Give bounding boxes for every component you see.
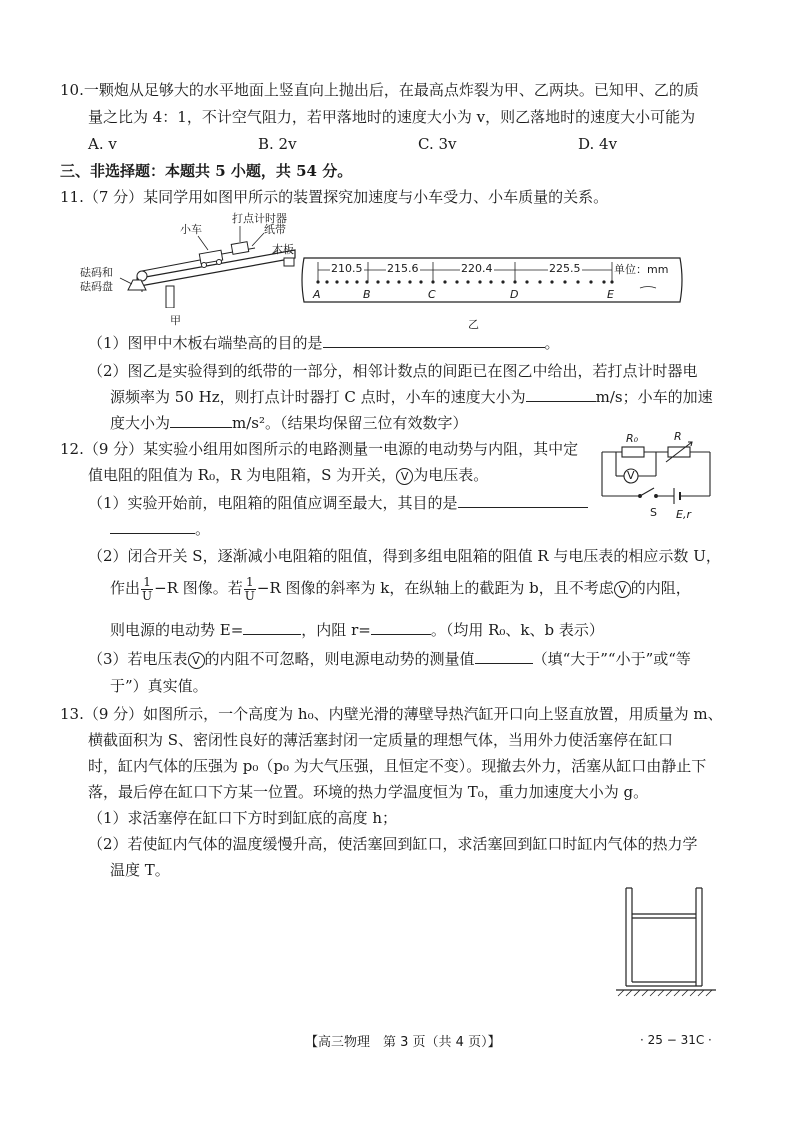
section-3-heading: 三、非选择题：本题共 5 小题，共 54 分。 [60, 162, 353, 180]
tape-seg-cd: 220.4 [461, 262, 493, 275]
q13-line4: 落，最后停在缸口下方某一位置。环境的热力学温度恒为 T₀，重力加速度大小为 g。 [88, 783, 649, 801]
circuit-label-v: V [627, 469, 635, 482]
q12-internal-r-blank[interactable] [371, 620, 431, 635]
label-weights-1: 砝码和 [80, 266, 113, 279]
tape-point-a: A [313, 288, 321, 301]
q10-option-a: A. v [88, 135, 117, 153]
q12-line1: 12.（9 分）某实验小组用如图所示的电路测量一电源的电动势与内阻，其中定 [60, 440, 579, 458]
q12-part1-blank-a[interactable] [458, 493, 588, 508]
tape-point-c: C [428, 288, 436, 301]
q13-line1: 13.（9 分）如图所示，一个高度为 h₀、内壁光滑的薄壁导热汽缸开口向上竖直放置，用质量为 m、 [60, 705, 723, 723]
q12-part2-r-text: ，内阻 r= [301, 621, 371, 639]
footer-code: · 25 − 31C · [640, 1033, 712, 1047]
q12-part2-line2 [110, 573, 691, 603]
q12-part3-options: （填“大于”“小于”或“等 [532, 650, 691, 668]
q13-line3: 时，缸内气体的压强为 p₀（p₀ 为大气压强，且恒定不变）。现撤去外力，活塞从缸口由静止下 [88, 757, 707, 775]
fraction-numerator: 1 [141, 576, 153, 590]
q12-part3-line2: 于”）真实值。 [110, 677, 208, 695]
q12-part2-lead: 作出 [110, 579, 141, 597]
q12-part2-note: 。（均用 R₀、k、b 表示） [430, 621, 604, 639]
q11-stem: 11.（7 分）某同学用如图甲所示的装置探究加速度与小车受力、小车质量的关系。 [60, 188, 609, 206]
q12-part2-line1: （2）闭合开关 S，逐渐减小电阻箱的阻值，得到多组电阻箱的阻值 R 与电压表的相应示数 U， [88, 547, 721, 565]
tape-point-e: E [607, 288, 614, 301]
tape-unit: 单位：mm [614, 263, 669, 276]
circuit-label-r0: R₀ [626, 432, 639, 445]
q11-part1 [88, 333, 560, 353]
fraction-numerator-2: 1 [244, 576, 256, 590]
q11-part1-text: （1）图甲中木板右端垫高的目的是 [88, 334, 323, 352]
q12-part1-end: 。 [195, 520, 211, 538]
q12-part2-e-text: 则电源的电动势 E= [110, 621, 244, 639]
q12-part2-resistance-text: 的内阻， [630, 579, 691, 597]
tape-seg-bc: 215.6 [387, 262, 419, 275]
q12-part2-graph-text: −R 图像。若 [154, 579, 243, 597]
tape-point-d: D [510, 288, 519, 301]
q12-part1-text: （1）实验开始前，电阻箱的阻值应调至最大，其目的是 [88, 494, 458, 512]
tape-point-b: B [363, 288, 371, 301]
label-weights-2: 砝码盘 [80, 280, 113, 293]
q12-part1-line1 [88, 493, 588, 513]
tape-seg-ab: 210.5 [331, 262, 363, 275]
q10-line2: 量之比为 4：1，不计空气阻力，若甲落地时的速度大小为 v，则乙落地时的速度大小可能为 [88, 108, 696, 126]
q12-part3-text: 的内阻不可忽略，则电源电动势的测量值 [204, 650, 475, 668]
fraction-1-over-u [141, 576, 153, 603]
q11-part2-line1: （2）图乙是实验得到的纸带的一部分，相邻计数点的间距已在图乙中给出，若打点计时器电 [88, 362, 698, 380]
fraction-denominator: U [142, 588, 153, 603]
q11-part2-line2 [110, 387, 713, 407]
q12-part3-lead: （3）若电压表 [88, 650, 188, 668]
footer-page-info: 【高三物理 第 3 页（共 4 页）】 [305, 1035, 501, 1050]
voltmeter-symbol-3: V [188, 652, 205, 669]
label-tape: 纸带 [264, 223, 286, 236]
q11-part2-accel-text: m/s；小车的加速 [595, 388, 713, 406]
tape-seg-de: 225.5 [549, 262, 581, 275]
fraction-1-over-u-2 [244, 576, 256, 603]
cylinder-drawing [612, 884, 722, 1002]
q11-accel-blank[interactable] [170, 413, 232, 428]
voltmeter-symbol-2: V [614, 581, 631, 598]
q12-part1-line2 [110, 519, 210, 539]
figure-jia-caption: 甲 [170, 314, 181, 327]
q13-part2-line2: 温度 T。 [110, 861, 170, 879]
circuit-diagram [596, 432, 716, 524]
circuit-label-s: S [650, 506, 657, 519]
circuit-label-r: R [674, 430, 682, 443]
q11-velocity-blank[interactable] [526, 387, 596, 402]
q13-part2-line1: （2）若使缸内气体的温度缓慢升高，使活塞回到缸口，求活塞回到缸口时缸内气体的热力学 [88, 835, 698, 853]
circuit-label-er: E,r [676, 508, 691, 521]
q11-part1-blank[interactable] [323, 333, 545, 348]
q10-option-d: D. 4v [578, 135, 618, 153]
label-cart: 小车 [180, 223, 202, 236]
q12-emf-blank[interactable] [243, 620, 301, 635]
q12-line2 [88, 465, 488, 485]
q12-part2-slope-text: −R 图像的斜率为 k，在纵轴上的截距为 b，且不考虑 [256, 579, 614, 597]
q12-part3-line1 [88, 649, 691, 669]
q10-option-b: B. 2v [258, 135, 297, 153]
q10-line1: 10.一颗炮从足够大的水平地面上竖直向上抛出后，在最高点炸裂为甲、乙两块。已知甲、乙的质 [60, 81, 699, 99]
q11-part2-accel-lead: 度大小为 [110, 414, 171, 432]
q11-part2-accel-unit: m/s²。（结果均保留三位有效数字） [232, 414, 468, 432]
voltmeter-symbol-1: V [396, 468, 413, 485]
figure-jia-apparatus [80, 208, 305, 308]
cylinder-diagram [612, 884, 722, 1002]
q12-part2-line3 [110, 620, 604, 640]
q12-part3-blank[interactable] [475, 649, 533, 664]
figure-yi-tape [300, 252, 685, 308]
label-board: 木板 [272, 243, 294, 256]
label-timer: 打点计时器 [232, 212, 287, 225]
fraction-denominator-2: U [244, 588, 255, 603]
q11-part2-line3 [110, 413, 468, 433]
q11-part2-velocity-text: 源频率为 50 Hz，则打点计时器打 C 点时，小车的速度大小为 [110, 388, 526, 406]
q13-part1: （1）求活塞停在缸口下方时到缸底的高度 h； [88, 809, 397, 827]
q12-line2-a: 值电阻的阻值为 R₀，R 为电阻箱，S 为开关， [88, 466, 397, 484]
figure-yi-caption: 乙 [468, 318, 479, 331]
q11-part1-end: 。 [544, 334, 560, 352]
q12-part1-blank-b[interactable] [110, 519, 195, 534]
q12-line2-b: 为电压表。 [413, 466, 489, 484]
q10-option-c: C. 3v [418, 135, 457, 153]
q13-line2: 横截面积为 S、密闭性良好的薄活塞封闭一定质量的理想气体，当用外力使活塞停在缸口 [88, 731, 674, 749]
